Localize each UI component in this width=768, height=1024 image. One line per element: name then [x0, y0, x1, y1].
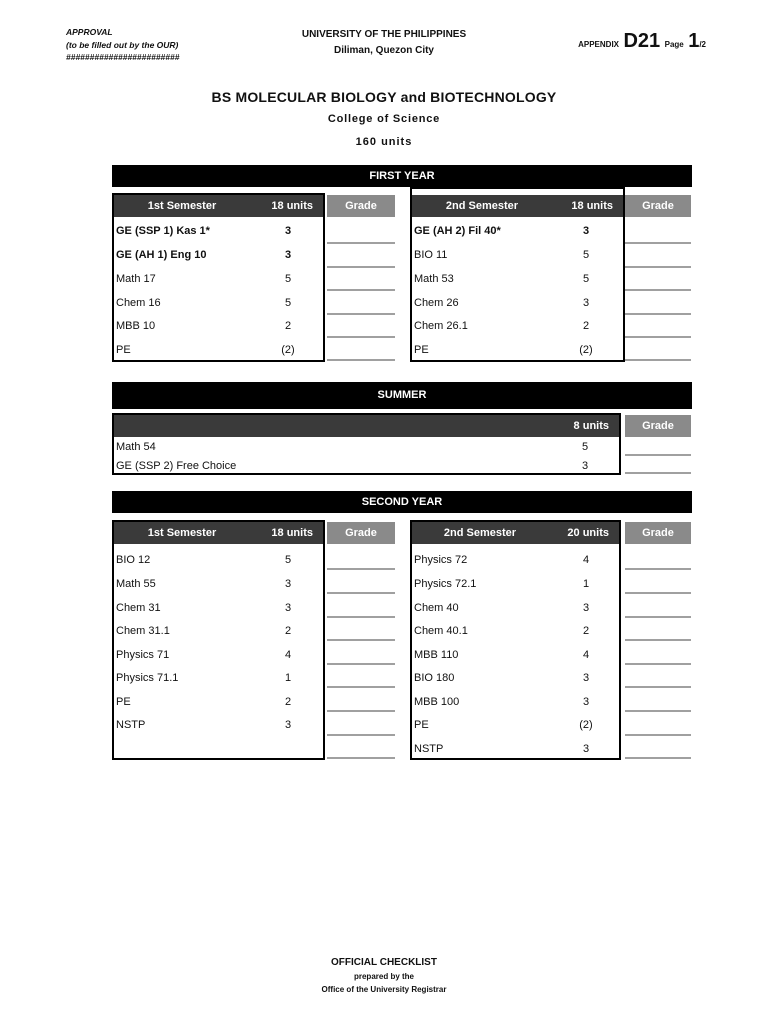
course-units: 4 [284, 649, 292, 661]
approval-subtitle: (to be filled out by the OUR) [66, 39, 179, 50]
sem-label: 1st Semester [147, 527, 217, 539]
course-code: GE (SSP 2) Free Choice [116, 460, 237, 472]
grade-entry-line[interactable] [625, 359, 691, 361]
course-code: MBB 110 [414, 649, 459, 661]
course-code: Math 17 [116, 273, 156, 285]
grade-entry-line[interactable] [327, 359, 395, 361]
course-code: Chem 40.1 [414, 625, 468, 637]
first-year-sem2-box [410, 187, 625, 362]
grade-entry-line[interactable] [625, 710, 691, 712]
course-code: GE (AH 1) Eng 10 [116, 249, 207, 261]
course-code: BIO 11 [414, 249, 448, 261]
course-units: 3 [284, 719, 292, 731]
course-code: BIO 12 [116, 554, 151, 566]
course-units: 4 [582, 649, 590, 661]
grade-entry-line[interactable] [625, 734, 691, 736]
grade-entry-line[interactable] [327, 289, 395, 291]
course-row [116, 645, 321, 665]
first-year-sem2-header [412, 195, 623, 217]
course-code: PE [116, 344, 131, 356]
grade-header: Grade [625, 522, 691, 544]
first-year-sem1-box [112, 193, 325, 362]
course-row [414, 692, 617, 712]
course-units: 1 [582, 578, 590, 590]
second-year-sem2-box [410, 520, 621, 760]
course-code: BIO 180 [414, 672, 455, 684]
course-units: 5 [581, 441, 589, 453]
appendix-word: APPENDIX [578, 40, 620, 49]
course-row [116, 621, 321, 641]
course-row [116, 715, 321, 735]
grade-entry-line[interactable] [625, 336, 691, 338]
course-row [116, 316, 321, 336]
course-units: 1 [284, 672, 292, 684]
grade-header: Grade [625, 195, 691, 217]
course-code: GE (AH 2) Fil 40* [414, 225, 501, 237]
grade-entry-line[interactable] [327, 592, 395, 594]
grade-entry-line[interactable] [625, 639, 691, 641]
course-row [116, 269, 321, 289]
grade-entry-line[interactable] [327, 242, 395, 244]
course-row [116, 550, 321, 570]
sem-label: 1st Semester [147, 200, 217, 212]
second-year-sem1-box [112, 520, 325, 760]
course-units: 3 [582, 672, 590, 684]
grade-entry-line[interactable] [327, 663, 395, 665]
course-row [414, 269, 621, 289]
sem-units: 18 units [571, 200, 613, 212]
sem-units: 20 units [567, 527, 609, 539]
course-units: 3 [582, 225, 590, 237]
grade-header: Grade [625, 415, 691, 437]
course-row [116, 574, 321, 594]
university-name: UNIVERSITY OF THE PHILIPPINES [301, 29, 467, 40]
grade-entry-line[interactable] [625, 686, 691, 688]
course-code: Math 54 [116, 441, 156, 453]
course-units: 2 [582, 625, 590, 637]
course-units: 3 [284, 225, 292, 237]
page-number: 1 [688, 30, 700, 52]
course-row [116, 456, 617, 476]
course-code: PE [116, 696, 131, 708]
grade-entry-line[interactable] [625, 568, 691, 570]
course-row [116, 221, 321, 241]
course-row [116, 293, 321, 313]
footer-title: OFFICIAL CHECKLIST [331, 957, 437, 968]
grade-entry-line[interactable] [327, 313, 395, 315]
course-units: 3 [284, 602, 292, 614]
course-units: 4 [582, 554, 590, 566]
course-row [414, 316, 621, 336]
course-units: 2 [582, 320, 590, 332]
course-code: Physics 71 [116, 649, 170, 661]
course-code: Math 55 [116, 578, 156, 590]
grade-entry-line[interactable] [327, 266, 395, 268]
course-row [414, 739, 617, 759]
course-units: 3 [582, 297, 590, 309]
summer-box [112, 413, 621, 475]
course-units: 3 [582, 696, 590, 708]
grade-entry-line[interactable] [625, 313, 691, 315]
course-code: Chem 40 [414, 602, 459, 614]
course-code: MBB 100 [414, 696, 460, 708]
second-year-sem2-header [412, 522, 619, 544]
course-row [414, 668, 617, 688]
course-units: 5 [582, 273, 590, 285]
course-code: Chem 26.1 [414, 320, 468, 332]
grade-entry-line[interactable] [625, 266, 691, 268]
course-units: 3 [582, 743, 590, 755]
grade-entry-line[interactable] [327, 639, 395, 641]
sem-units: 18 units [271, 200, 313, 212]
program-units: 160 units [355, 136, 413, 148]
course-code: MBB 10 [116, 320, 156, 332]
footer-prepared-by: prepared by the [353, 972, 414, 981]
grade-header: Grade [327, 522, 395, 544]
course-row [116, 245, 321, 265]
course-row [414, 621, 617, 641]
grade-entry-line[interactable] [327, 686, 395, 688]
course-code: PE [414, 344, 429, 356]
grade-entry-line[interactable] [327, 734, 395, 736]
course-units: 3 [284, 578, 292, 590]
first-year-band: FIRST YEAR [112, 165, 692, 187]
page-total: /2 [699, 40, 706, 49]
course-units: 3 [284, 249, 292, 261]
grade-entry-line[interactable] [327, 568, 395, 570]
course-code: Chem 16 [116, 297, 161, 309]
summer-units: 8 units [573, 420, 609, 432]
sem-units: 18 units [271, 527, 313, 539]
summer-band: SUMMER [112, 382, 692, 409]
course-units: (2) [579, 344, 593, 356]
grade-entry-line[interactable] [625, 616, 691, 618]
course-code: Chem 31.1 [116, 625, 170, 637]
course-row [116, 437, 617, 457]
course-row [414, 221, 621, 241]
grade-entry-line[interactable] [625, 289, 691, 291]
course-code: Chem 31 [116, 602, 161, 614]
course-code: PE [414, 719, 429, 731]
grade-entry-line[interactable] [327, 336, 395, 338]
course-code: NSTP [414, 743, 444, 755]
grade-entry-line[interactable] [327, 616, 395, 618]
grade-entry-line[interactable] [625, 454, 691, 456]
course-row [414, 645, 617, 665]
approval-title: APPROVAL [66, 27, 113, 37]
grade-entry-line[interactable] [327, 710, 395, 712]
sem-label: 2nd Semester [445, 200, 519, 212]
university-header [284, 27, 484, 59]
course-row [414, 574, 617, 594]
grade-header: Grade [327, 195, 395, 217]
footer-office: Office of the University Registrar [321, 985, 447, 994]
grade-entry-line[interactable] [625, 242, 691, 244]
grade-entry-line[interactable] [625, 472, 691, 474]
course-row [116, 598, 321, 618]
course-units: 5 [284, 273, 292, 285]
course-code: Physics 72.1 [414, 578, 477, 590]
first-year-sem1-header [114, 195, 323, 217]
grade-entry-line[interactable] [625, 757, 691, 759]
course-units: 2 [284, 320, 292, 332]
college-name: College of Science [327, 113, 441, 125]
course-code: Chem 26 [414, 297, 459, 309]
appendix-code: D21 [623, 30, 661, 52]
course-row [116, 692, 321, 712]
course-row [414, 340, 621, 360]
second-year-sem1-header [114, 522, 323, 544]
course-units: 2 [284, 625, 292, 637]
appendix-label [560, 30, 706, 53]
course-row [414, 245, 621, 265]
grade-entry-line[interactable] [327, 757, 395, 759]
university-location: Diliman, Quezon City [333, 45, 434, 56]
course-row [414, 550, 617, 570]
course-units: 3 [581, 460, 589, 472]
footer [0, 956, 768, 996]
course-code: Physics 71.1 [116, 672, 179, 684]
course-row [116, 668, 321, 688]
sem-label: 2nd Semester [443, 527, 517, 539]
course-units: (2) [579, 719, 593, 731]
approval-note [66, 26, 179, 64]
course-units: 2 [284, 696, 292, 708]
course-code: NSTP [116, 719, 146, 731]
grade-entry-line[interactable] [625, 663, 691, 665]
course-code: Physics 72 [414, 554, 468, 566]
approval-hash-line: ######################## [66, 52, 180, 62]
course-code: Math 53 [414, 273, 454, 285]
grade-entry-line[interactable] [625, 592, 691, 594]
course-units: 5 [582, 249, 590, 261]
course-row [414, 293, 621, 313]
course-row [414, 598, 617, 618]
program-title: BS MOLECULAR BIOLOGY and BIOTECHNOLOGY [211, 89, 557, 105]
course-row [414, 715, 617, 735]
summer-header [114, 415, 619, 437]
page-word: Page [664, 40, 684, 49]
course-code: GE (SSP 1) Kas 1* [116, 225, 210, 237]
course-units: 5 [284, 297, 292, 309]
course-row [116, 340, 321, 360]
course-units: 3 [582, 602, 590, 614]
second-year-band: SECOND YEAR [112, 491, 692, 513]
course-units: (2) [281, 344, 295, 356]
course-units: 5 [284, 554, 292, 566]
